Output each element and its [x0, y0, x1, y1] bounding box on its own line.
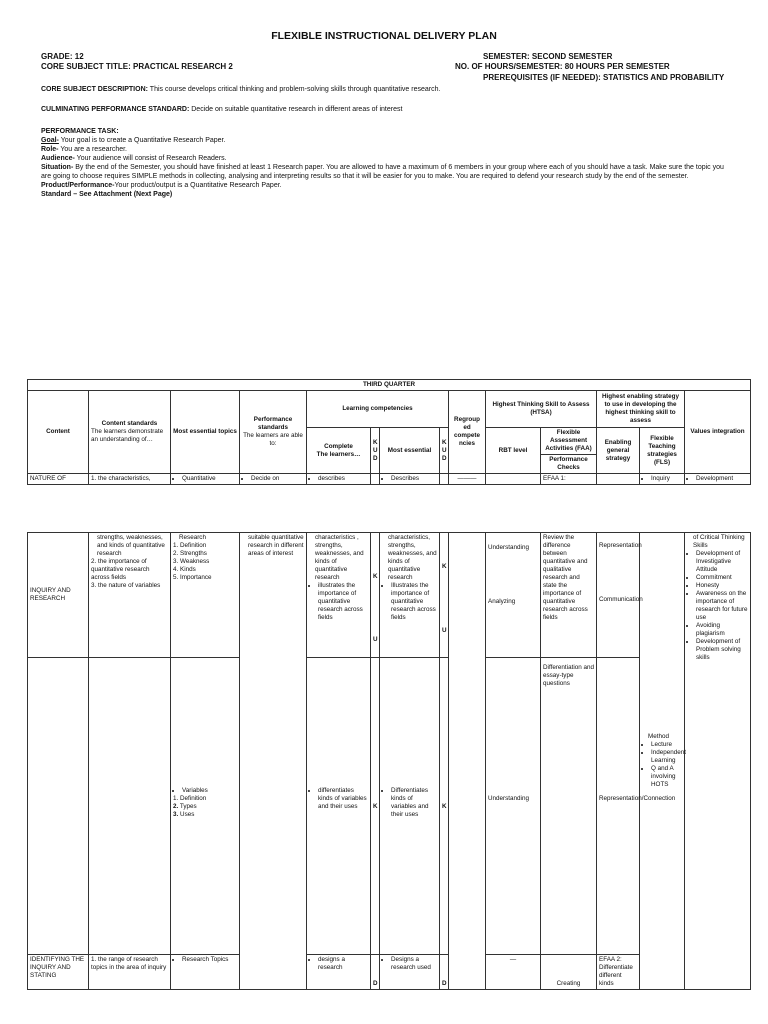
document-title: FLEXIBLE INSTRUCTIONAL DELIVERY PLAN [271, 30, 497, 42]
kud-cell: K [371, 658, 380, 955]
col-htsa: Highest Thinking Skill to Assess (HTSA) [486, 391, 597, 428]
col-most-essential: Most essential [380, 428, 440, 474]
semester: SEMESTER: SECOND SEMESTER [483, 52, 613, 61]
complete-cell: • designs a research [307, 955, 371, 990]
col-faa: Flexible Assessment Activities (FAA) [541, 428, 597, 455]
content-cell: IDENTIFYING THE INQUIRY AND STATING [28, 955, 89, 990]
col-kud-1: K U D [371, 428, 380, 474]
faa-cell: EFAA 2: Differentiate different kinds [597, 955, 640, 990]
col-enabling-general: Enabling general strategy [597, 428, 640, 474]
fts-cell: • Inquiry [640, 474, 685, 485]
most-essential-cell: • Differentiates kinds of variables and their uses [380, 658, 440, 955]
col-essential-topics: Most essential topics [171, 391, 240, 474]
col-regrouped: Regroup ed compete ncies [449, 391, 486, 474]
topics-cell: • Variables 1. Definition 2. Types 3. Uses [171, 658, 240, 955]
faa-cell: Review the difference between quantitative and qualitative research and state the importance of quantitative research across fields [541, 533, 597, 658]
topics-cell: • Quantitative [171, 474, 240, 485]
core-subject-title: CORE SUBJECT TITLE: PRACTICAL RESEARCH 2 [41, 62, 233, 71]
col-content-standards: Content standards The learners demonstrate an understanding of… [89, 391, 171, 474]
third-quarter-body-table [27, 532, 751, 990]
col-performance-checks: Performance Checks [541, 455, 597, 474]
col-learning-competencies: Learning competencies [307, 391, 449, 428]
most-essential-cell: • Designs a research used [380, 955, 440, 990]
col-rbt: RBT level [486, 428, 541, 474]
kud-cell: K U [440, 533, 449, 658]
faa-cell: Differentiation and essay-type questions [541, 658, 597, 955]
col-fts: Flexible Teaching strategies (FLS) [640, 428, 685, 474]
most-essential-cell: characteristics, strengths, weaknesses, and kinds of quantitative research • Illustrates the importance of quantitative research across fields [380, 533, 440, 658]
col-kud-2: K U D [440, 428, 449, 474]
rbt-cell: Understanding Analyzing [486, 533, 541, 658]
rbt-cell: Creating [541, 955, 597, 990]
col-enabling: Highest enabling strategy to use in developing the highest thinking skill to assess [597, 391, 685, 428]
quarter-heading: THIRD QUARTER [28, 380, 751, 391]
regroup-cell: — [486, 955, 541, 990]
topics-cell: Research 1. Definition 2. Strengths 3. Weakness 4. Kinds 5. Importance [171, 533, 240, 658]
content-standards-cell: 1. the characteristics, [89, 474, 171, 485]
performance-standards-cell: suitable quantitative research in different areas of interest [240, 533, 307, 990]
culminating-performance-standard: CULMINATING PERFORMANCE STANDARD: Decide on suitable quantitative research in different areas of interest [41, 106, 403, 113]
topics-cell: • Research Topics [171, 955, 240, 990]
rbt-cell: Understanding [486, 658, 541, 955]
complete-cell: characteristics , strengths, weaknesses, and kinds of quantitative research • illustrates the importance of quantitative research across fields [307, 533, 371, 658]
kud-cell: D [440, 955, 449, 990]
performance-standards-cell: • Decide on [240, 474, 307, 485]
regroup-cell: ——— [449, 474, 486, 485]
complete-cell: • describes [307, 474, 371, 485]
third-quarter-header-table [27, 379, 751, 485]
col-complete: Complete The learners… [307, 428, 371, 474]
fts-cell: Method • Lecture • Independent Learning • Q and A involving HOTS [640, 533, 685, 990]
grade: GRADE: 12 [41, 52, 84, 61]
hours-per-semester: NO. OF HOURS/SEMESTER: 80 HOURS PER SEMESTER [455, 62, 670, 71]
content-cell: INQUIRY AND RESEARCH [28, 533, 89, 658]
content-standards-cell: strengths, weaknesses, and kinds of quantitative research 2. the importance of quantitative research across fields 3. the nature of variables [89, 533, 171, 658]
values-cell: of Critical Thinking Skills • Development of Investigative Attitude • Commitment • Honesty • Awareness on the importance of research for future use • Avoiding plagiarism • Development of Problem solving skills [685, 533, 751, 990]
prerequisites: PREREQUISITES (IF NEEDED): STATISTICS AND PROBABILITY [483, 73, 725, 82]
most-essential-cell: • Describes [380, 474, 440, 485]
kud-cell: D [371, 955, 380, 990]
col-performance-standards: Performance standards The learners are able to: [240, 391, 307, 474]
complete-cell: • differentiates kinds of variables and their uses [307, 658, 371, 955]
col-content: Content [28, 391, 89, 474]
col-values: Values integration [685, 391, 751, 474]
enabling-general-cell: Representation/Connection [597, 658, 640, 955]
content-cell: NATURE OF [28, 474, 89, 485]
content-standards-cell: 1. the range of research topics in the area of inquiry [89, 955, 171, 990]
kud-cell: K [440, 658, 449, 955]
kud-cell: K U [371, 533, 380, 658]
faa-cell: EFAA 1: [541, 474, 597, 485]
enabling-general-cell: Representation Communication [597, 533, 640, 658]
performance-task: PERFORMANCE TASK: Goal- Your goal is to create a Quantitative Research Paper. Role- You are a researcher. Audience- Your audience will consist of Research Readers. Situation- By the end of the Semester, you should have finished at least 1 Research paper. You are allowed to have a maximum of 6 members in your group where each of you should have a task. Make sure the topic you are going to choose requires SIMPLE methods in collecting, analysing and interpreting results so that it will be easier for you to make. You are required to defend your research study by the end of the semester. Product/Performance-Your product/output is a Quantitative Research Paper. Standard – See Attachment (Next Page) [41, 128, 724, 198]
values-cell: • Development [685, 474, 751, 485]
core-subject-description: CORE SUBJECT DESCRIPTION: This course develops critical thinking and problem-solving skills through quantitative research. [41, 86, 441, 93]
